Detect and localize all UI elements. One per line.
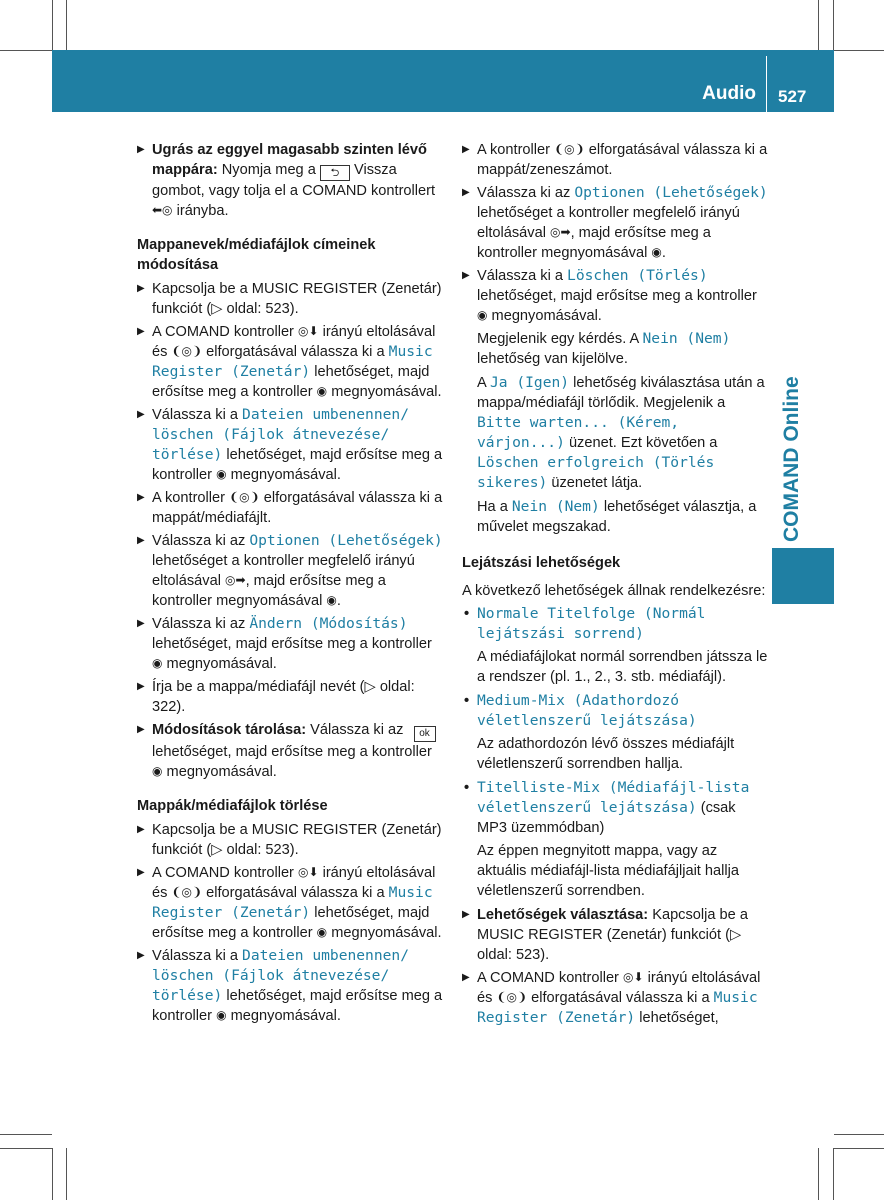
crop-mark [52, 0, 53, 50]
section-heading: Mappanevek/médiafájlok címeinek módosítása [137, 237, 376, 273]
press-icon: ◉ [477, 308, 488, 322]
menu-option: Ändern (Módosítás) [249, 615, 408, 632]
rotate-icon: ❨◎❩ [171, 344, 203, 358]
display-message: Löschen erfolgreich (Törlés sikeres) [477, 454, 715, 491]
slide-down-icon: ◎⬇ [297, 865, 319, 879]
intro-text: A következő lehetőségek állnak rendelkezésre: [462, 583, 766, 599]
side-tab-marker [772, 548, 834, 604]
list-item: ▶ Válassza ki a Löschen (Törlés) lehetőséget, majd erősítse meg a kontroller ◉ megnyomásával. [462, 267, 757, 324]
back-key-icon: ⮌ [320, 165, 350, 181]
bullet-arrow-icon: ▶ [137, 492, 145, 503]
bullet-dot: • [464, 693, 470, 709]
crop-mark [0, 1148, 52, 1149]
menu-option: Music Register (Zenetár) [477, 989, 758, 1026]
bullet-arrow-icon: ▶ [137, 283, 145, 294]
list-item: ▶ Lehetőségek választása: Kapcsolja be a MUSIC REGISTER (Zenetár) funkciót (▷ oldal: 523). [462, 907, 748, 963]
bullet-arrow-icon: ▶ [137, 326, 145, 337]
bullet-arrow-icon: ▶ [137, 144, 145, 155]
rotate-icon: ❨◎❩ [229, 490, 260, 504]
menu-option: Music Register (Zenetár) [152, 884, 433, 921]
list-item: ▶ Kapcsolja be a MUSIC REGISTER (Zenetár) funkciót (▷ oldal: 523). [137, 281, 442, 317]
bullet-arrow-icon: ▶ [137, 409, 145, 420]
press-icon: ◉ [216, 467, 227, 481]
menu-option: Dateien umbenennen/ löschen (Fájlok átnevezése/ törlése) [152, 406, 409, 463]
press-icon: ◉ [152, 764, 163, 778]
rotate-icon: ❨◎❩ [171, 885, 203, 899]
crop-mark [818, 0, 819, 50]
option-item [462, 691, 769, 731]
option-description: Az adathordozón lévő összes médiafájlt véletlenszerű sorrendben hallja. [477, 736, 735, 772]
page-number: 527 [778, 87, 807, 106]
display-message: Bitte warten... (Kérem, várjon...) [477, 414, 680, 451]
bullet-arrow-icon: ▶ [137, 724, 145, 735]
menu-option: Titelliste-Mix (Médiafájl-lista véletlenszerű lejátszása) [477, 779, 750, 816]
result-text: Ha a Nein (Nem) lehetőséget választja, a művelet megszakad. [477, 498, 757, 535]
list-item: ▶ Válassza ki a Dateien umbenennen/ löschen (Fájlok átnevezése/ törlése) lehetőséget, majd erősítse meg a kontroller ◉ megnyomásával. [137, 947, 443, 1024]
press-icon: ◉ [316, 925, 328, 939]
crop-mark [66, 0, 67, 50]
menu-option: Ja (Igen) [490, 374, 570, 391]
rotate-icon: ❨◎❩ [496, 990, 528, 1004]
menu-option: Optionen (Lehetőségek) [249, 532, 443, 549]
slide-right-icon: ◎➡ [550, 225, 571, 239]
list-item: ▶ Válassza ki a Dateien umbenennen/ löschen (Fájlok átnevezése/ törlése) lehetőséget, majd erősítse meg a kontroller ◉ megnyomásával. [137, 406, 443, 483]
press-icon: ◉ [152, 656, 163, 670]
list-item: ▶ A COMAND kontroller ◎⬇ irányú eltolásával és ❨◎❩ elforgatásával válassza ki a Music Register (Zenetár) lehetőséget, majd erősítse meg a kontroller ◉ megnyomásával. [137, 324, 442, 400]
crop-mark [52, 1148, 53, 1200]
crop-mark [0, 50, 52, 51]
slide-down-icon: ◎⬇ [622, 970, 644, 984]
bullet-arrow-icon: ▶ [462, 972, 470, 983]
crop-mark [833, 0, 834, 50]
bullet-arrow-icon: ▶ [462, 270, 470, 281]
bullet-dot: • [464, 780, 470, 796]
crop-mark [833, 1148, 834, 1200]
side-tab-label: COMAND Online [780, 376, 803, 542]
bullet-arrow-icon: ▶ [462, 187, 470, 198]
left-column [137, 140, 444, 1029]
option-description: A médiafájlokat normál sorrendben játssza le a rendszer (pl. 1., 2., 3. stb. médiafájl). [477, 649, 768, 685]
option-item: • Titelliste-Mix (Médiafájl-lista véletlenszerű lejátszása) (csak MP3 üzemmódban) [464, 779, 750, 836]
menu-option: Nein (Nem) [642, 330, 731, 347]
menu-option: Medium-Mix (Adathordozó véletlenszerű lejátszása) [477, 692, 697, 729]
list-item: ▶ A kontroller ❨◎❩ elforgatásával válassza ki a mappát/médiafájlt. [137, 490, 443, 526]
option-item [462, 604, 769, 644]
menu-option: Löschen (Törlés) [567, 267, 708, 284]
menu-option: Normale Titelfolge (Normál lejátszási sorrend) [477, 605, 706, 642]
list-item: ▶ A kontroller ❨◎❩ elforgatásával válassza ki a mappát/zeneszámot. [462, 142, 768, 178]
crop-mark [834, 1148, 884, 1149]
bullet-arrow-icon: ▶ [462, 144, 470, 155]
result-text: Megjelenik egy kérdés. A Nein (Nem) lehetőség van kijelölve. [477, 330, 731, 367]
slide-left-icon: ⬅◎ [152, 203, 173, 217]
crop-mark [818, 1148, 819, 1200]
menu-option: Nein (Nem) [511, 498, 600, 515]
list-item: ▶ Ugrás az eggyel magasabb szinten lévő mappára: Nyomja meg a ⮌ Vissza gombot, vagy tolja el a COMAND kontrollert ⬅◎ irányba. [137, 142, 436, 219]
section-heading: Lejátszási lehetőségek [462, 555, 621, 571]
crop-mark [66, 1148, 67, 1200]
bullet-arrow-icon: ▶ [137, 950, 145, 961]
crop-mark [0, 1134, 52, 1135]
list-item: ▶ A COMAND kontroller ◎⬇ irányú eltolásával és ❨◎❩ elforgatásával válassza ki a Music Register (Zenetár) lehetőséget, [462, 970, 761, 1026]
menu-option: Dateien umbenennen/ löschen (Fájlok átnevezése/ törlése) [152, 947, 409, 1004]
list-item: ▶ Kapcsolja be a MUSIC REGISTER (Zenetár) funkciót (▷ oldal: 523). [137, 822, 442, 858]
bullet-dot: • [464, 606, 470, 622]
crop-mark [834, 1134, 884, 1135]
list-item: ▶ Válassza ki az Optionen (Lehetőségek) lehetőséget a kontroller megfelelő irányú eltolásával ◎➡, majd erősítse meg a kontroller megnyomásával ◉. [462, 184, 768, 261]
slide-right-icon: ◎➡ [225, 573, 246, 587]
result-text: A Ja (Igen) lehetőség kiválasztása után a mappa/médiafájl törlődik. Megjelenik a Bitte warten... (Kérem, várjon...) üzenet. Ezt követően a Löschen erfolgreich (Törlés sikeres) üzenetet látja. [477, 374, 765, 491]
list-item: ▶ Módosítások tárolása: Válassza ki az ok lehetőséget, majd erősítse meg a kontroller ◉ megnyomásával. [137, 720, 444, 782]
press-icon: ◉ [326, 593, 337, 607]
list-item: ▶ A COMAND kontroller ◎⬇ irányú eltolásával és ❨◎❩ elforgatásával válassza ki a Music Register (Zenetár) lehetőséget, majd erősítse meg a kontroller ◉ megnyomásával. [137, 865, 442, 941]
rotate-icon: ❨◎❩ [554, 142, 585, 156]
slide-down-icon: ◎⬇ [297, 324, 319, 338]
header-separator [766, 56, 767, 112]
bullet-arrow-icon: ▶ [462, 909, 470, 920]
section-heading: Mappák/médiafájlok törlése [137, 798, 328, 814]
bullet-arrow-icon: ▶ [137, 681, 145, 692]
bullet-arrow-icon: ▶ [137, 824, 145, 835]
press-icon: ◉ [216, 1008, 227, 1022]
crop-mark [834, 50, 884, 51]
bullet-arrow-icon: ▶ [137, 618, 145, 629]
ok-key-icon: ok [414, 726, 436, 742]
menu-option: Music Register (Zenetár) [152, 343, 433, 380]
list-item: ▶ Válassza ki az Ändern (Módosítás) lehetőséget, majd erősítse meg a kontroller ◉ megnyomásával. [137, 615, 432, 672]
bullet-arrow-icon: ▶ [137, 867, 145, 878]
option-description: Az éppen megnyitott mappa, vagy az aktuális médiafájl-lista médiafájljait hallja véletlenszerű sorrendben. [477, 843, 739, 899]
menu-option: Optionen (Lehetőségek) [574, 184, 768, 201]
list-item: ▶ Válassza ki az Optionen (Lehetőségek) lehetőséget a kontroller megfelelő irányú eltolásával ◎➡, majd erősítse meg a kontroller megnyomásával ◉. [137, 532, 443, 609]
bullet-arrow-icon: ▶ [137, 535, 145, 546]
list-item: ▶ Írja be a mappa/médiafájl nevét (▷ oldal: 322). [137, 679, 415, 715]
press-icon: ◉ [316, 384, 328, 398]
section-title: Audio [702, 83, 756, 104]
press-icon: ◉ [651, 245, 662, 259]
right-column [462, 140, 769, 1031]
